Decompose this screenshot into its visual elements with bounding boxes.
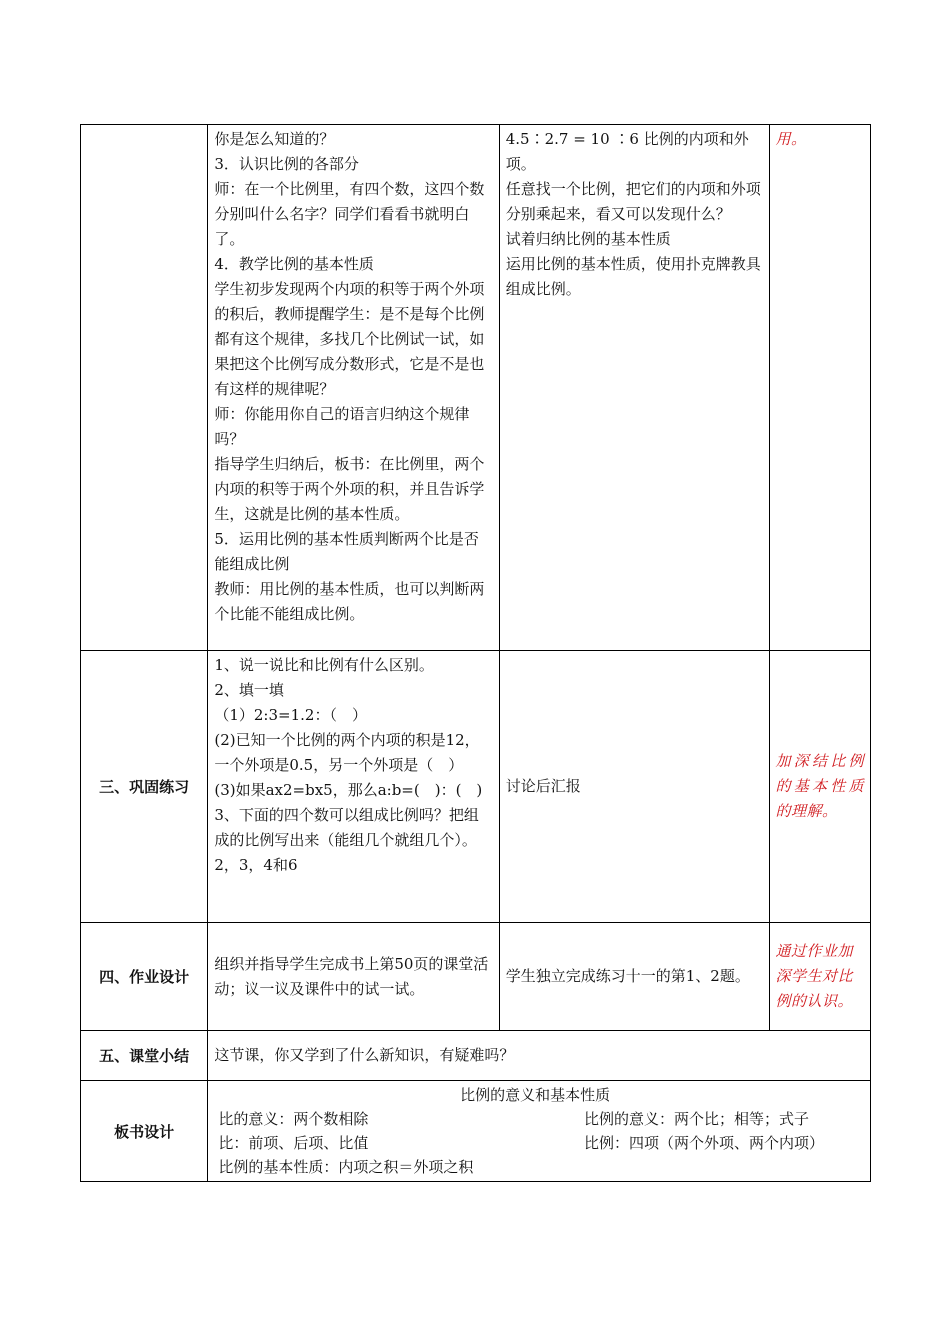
student-line: 4.5∶2.7 = 10 ∶6 比例的内项和外项。 [505,130,749,173]
student-line: 任意找一个比例，把它们的内项和外项分别乘起来，看又可以发现什么？ [505,180,761,223]
practice-line: 3、下面的四个数可以组成比例吗？把组成的比例写出来（能组几个就组几个）。2，3，4和6 [214,806,479,874]
design-intent-note: 通过作业加深学生对比例的认识。 [769,923,870,1031]
section-label-practice: 三、巩固练习 [81,651,208,923]
teacher-line: 师：你能用你自己的语言归纳这个规律吗？ [214,405,470,448]
table-row-summary [81,1031,871,1081]
teacher-line: 学生初步发现两个内项的积等于两个外项的积后，教师提醒学生：是不是每个比例都有这个规律，多找几个比例试一试，如果把这个比例写成分数形式，它是不是也有这样的规律呢？ [214,280,485,398]
teacher-line: 4．教学比例的基本性质 [214,255,374,273]
student-activity-cell: 讨论后汇报 [499,651,769,923]
section-label-cell-empty [81,125,208,651]
student-activity-cell: 学生独立完成练习十一的第1、2题。 [499,923,769,1031]
teacher-line: 你是怎么知道的？ [214,130,335,148]
teacher-line: 5．运用比例的基本性质判断两个比是否能组成比例 [214,530,479,573]
teacher-activity-cell [208,651,499,923]
lesson-plan-table [80,124,871,1182]
summary-text: 这节课，你又学到了什么新知识，有疑难吗？ [208,1031,871,1081]
board-row [218,1155,852,1179]
design-intent-note: 加深结比例的基本性质的理解。 [769,651,870,923]
teacher-line: 指导学生归纳后，板书：在比例里，两个内项的积等于两个外项的积，并且告诉学生，这就是比例的基本性质。 [214,455,485,523]
design-intent-note: 用。 [769,125,870,651]
table-row-practice [81,651,871,923]
practice-line: （1）2:3=1.2：（ ） [214,706,367,724]
board-design-cell [208,1081,871,1182]
practice-line: 2、填一填 [214,681,284,699]
teacher-line: 教师：用比例的基本性质，也可以判断两个比能不能组成比例。 [214,580,485,623]
teacher-line: 师：在一个比例里，有四个数，这四个数分别叫什么名字？同学们看看书就明白了。 [214,180,485,248]
board-right-text: 比例：四项（两个外项、两个内项） [584,1134,825,1152]
board-row [218,1131,852,1155]
section-label-board: 板书设计 [81,1081,208,1182]
board-left-text: 比：前项、后项、比值 [218,1134,369,1152]
teacher-line: 3．认识比例的各部分 [214,155,359,173]
board-left-text: 比例的基本性质：内项之积＝外项之积 [218,1158,474,1176]
section-label-summary: 五、课堂小结 [81,1031,208,1081]
teacher-activity-cell: 组织并指导学生完成书上第50页的课堂活动；议一议及课件中的试一试。 [208,923,499,1031]
board-left-text: 比的意义：两个数相除 [218,1110,369,1128]
board-right-text: 比例的意义：两个比；相等；式子 [584,1110,810,1128]
teacher-activity-cell [208,125,499,651]
student-line: 运用比例的基本性质，使用扑克牌教具组成比例。 [505,255,761,298]
practice-line: (3)如果ax2=bx5，那么a:b=( )：( ) [214,781,483,799]
table-row-teaching-process [81,125,871,651]
practice-line: 1、说一说比和比例有什么区别。 [214,656,434,674]
board-title: 比例的意义和基本性质 [460,1086,611,1104]
student-line: 试着归纳比例的基本性质 [505,230,671,248]
practice-line: (2)已知一个比例的两个内项的积是12，一个外项是0.5，另一个外项是（ ） [214,731,480,774]
table-row-homework [81,923,871,1031]
table-row-board-design [81,1081,871,1182]
section-label-homework: 四、作业设计 [81,923,208,1031]
student-activity-cell [499,125,769,651]
board-row [218,1107,852,1131]
